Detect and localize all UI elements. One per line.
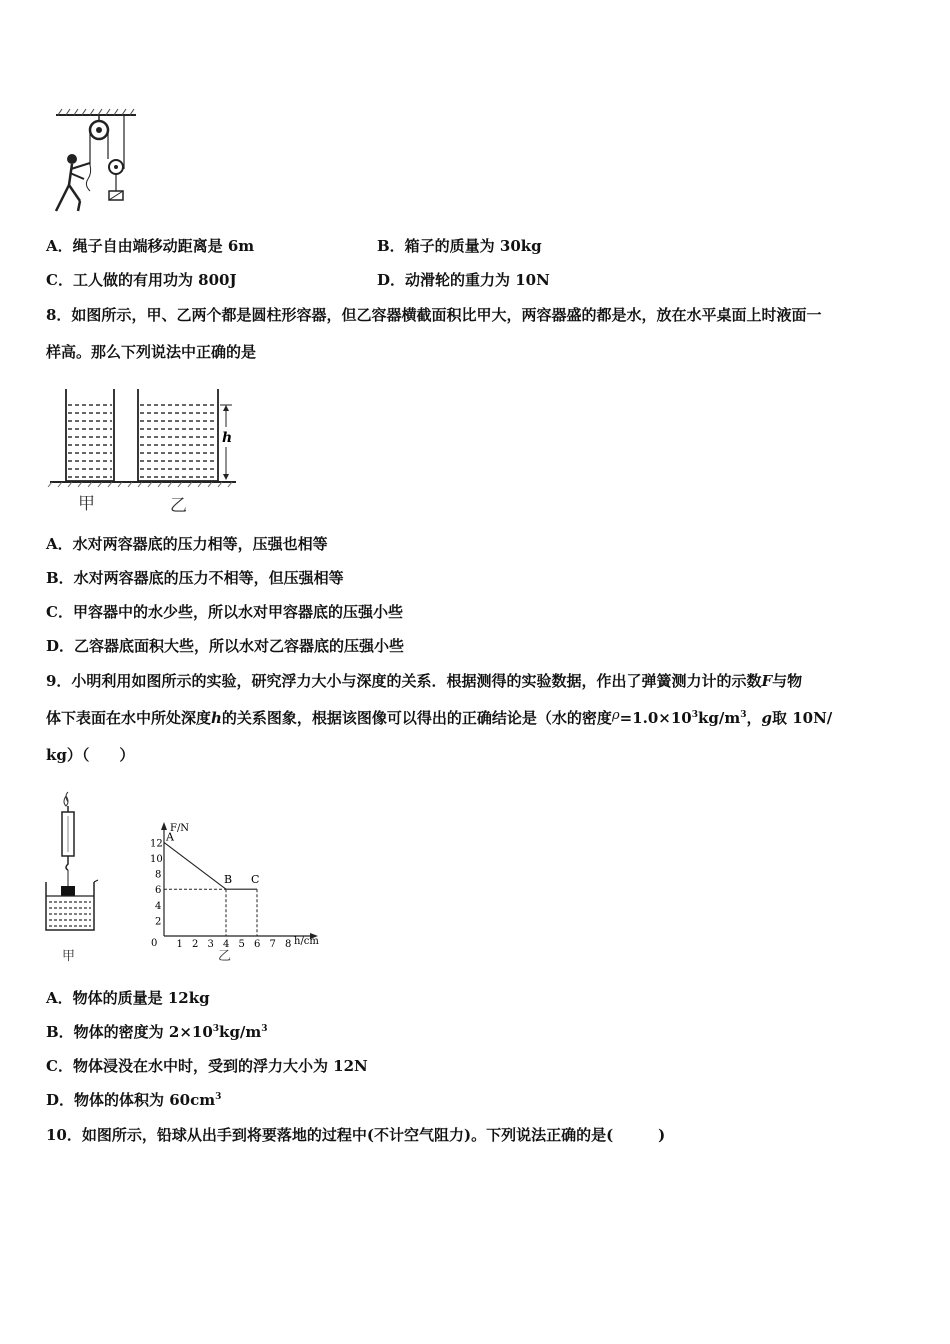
q8-option-a: A．水对两容器底的压力相等，压强也相等 [46,535,328,553]
q9-option-d-text: D．物体的体积为 60cm [46,1091,216,1109]
y-tick-label: 10 [150,854,163,865]
q9-var-g: g [761,709,772,727]
q9-option-b-text: B．物体的密度为 2×10 [46,1023,213,1041]
x-tick-label: 8 [285,939,292,950]
chart-caption-yi: 乙 [218,949,232,964]
q9-stem-text-3: 体下表面在水中所处深度 [46,709,212,727]
q9-exp-3b: 3 [740,710,747,720]
q9-stem-text-7: ， [746,709,762,727]
pulley-figure [44,103,144,218]
q8-stem-line1: 8．如图所示，甲、乙两个都是圆柱形容器，但乙容器横截面积比甲大，两容器盛的都是水，放在水平桌面上时液面一 [46,306,822,324]
y-tick-label: 4 [155,900,162,912]
q9-rho: ρ [611,708,620,723]
x-tick-label: 5 [238,939,245,950]
q7-option-d: D．动滑轮的重力为 10N [377,271,550,289]
container-label-yi: 乙 [170,496,187,516]
y-tick-label: 12 [150,838,163,850]
container-label-jia: 甲 [78,494,95,514]
q9-option-c: C．物体浸没在水中时，受到的浮力大小为 12N [46,1057,368,1075]
q7-option-c: C．工人做的有用功为 800J [46,271,237,289]
x-axis-label: h/cm [294,936,319,947]
y-tick-label: 0 [151,938,158,949]
q9-stem-text-2: 与物 [772,672,803,690]
q9-stem-text-4: 的关系图象，根据该图像可以得出的正确结论是（水的密度 [221,709,612,727]
spring-scale-beaker-figure [40,790,110,965]
height-label: h [222,430,233,446]
q9-stem-line2 [46,707,832,728]
y-tick-label: 2 [155,916,162,928]
y-tick-label: 8 [155,869,162,881]
q9-stem-line3: kg）（ ） [46,746,135,764]
q9-option-d [46,1089,221,1110]
q9-var-h: h [211,709,222,727]
q9-option-b-exp: 3 [212,1024,220,1034]
series-segment [164,842,226,889]
q9-stem-text-6: kg/m [697,709,741,727]
q9-stem-line1 [46,670,802,691]
q7-option-b: B．箱子的质量为 30kg [377,237,542,255]
q9-option-a: A．物体的质量是 12kg [46,989,210,1007]
q9-var-F: F [761,672,773,690]
q9-stem-text-1: 9．小明利用如图所示的实验，研究浮力大小与深度的关系．根据测得的实验数据，作出了弹簧测力计的示数 [46,672,762,690]
x-tick-label: 2 [192,939,199,950]
q9-option-b [46,1021,268,1042]
q9-stem-text-8: 取 10N/ [771,709,833,727]
beaker-label-jia: 甲 [62,949,76,964]
q9-stem-text-5: =1.0×10 [619,709,692,727]
q8-option-b: B．水对两容器底的压力不相等，但压强相等 [46,569,344,587]
point-label: A [166,830,174,844]
x-tick-label: 6 [254,939,261,950]
containers-figure [46,383,246,518]
q10-stem: 10．如图所示，铅球从出手到将要落地的过程中(不计空气阻力)。下列说法正确的是( ) [46,1126,666,1144]
q9-exp-3: 3 [691,710,698,720]
q9-option-b-unit: kg/m [219,1023,262,1041]
x-tick-label: 4 [223,939,230,950]
x-tick-label: 7 [269,939,276,950]
x-tick-label: 1 [176,939,183,950]
force-depth-chart [138,814,328,964]
y-axis-arrow [161,822,167,830]
q8-option-c: C．甲容器中的水少些，所以水对甲容器底的压强小些 [46,603,403,621]
q9-option-b-exp2: 3 [261,1024,268,1034]
q7-option-a: A．绳子自由端移动距离是 6m [46,237,255,255]
y-axis-label: F/N [170,823,190,834]
point-label: B [224,873,233,887]
q9-option-d-exp: 3 [215,1092,222,1102]
q8-stem-line2: 样高。那么下列说法中正确的是 [46,343,257,361]
x-tick-label: 3 [207,939,214,950]
q8-option-d: D．乙容器底面积大些，所以水对乙容器底的压强小些 [46,637,405,655]
point-label: C [251,873,260,887]
y-tick-label: 6 [155,885,162,897]
